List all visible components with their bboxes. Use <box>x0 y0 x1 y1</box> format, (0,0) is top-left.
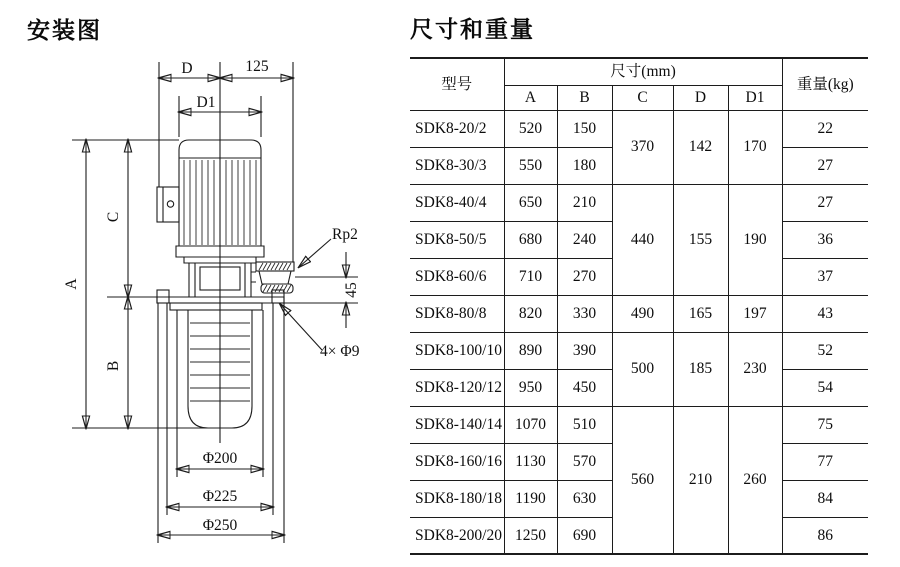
label-125: 125 <box>245 58 269 75</box>
table-cell: 27 <box>782 147 868 184</box>
table-cell: 270 <box>557 258 612 295</box>
table-cell: 77 <box>782 443 868 480</box>
header-model: 型号 <box>410 58 504 110</box>
table-cell: 1190 <box>504 480 557 517</box>
table-cell: 190 <box>728 184 782 295</box>
table-cell: 36 <box>782 221 868 258</box>
table-cell: SDK8-180/18 <box>410 480 504 517</box>
table-cell: SDK8-160/16 <box>410 443 504 480</box>
table-cell: 1130 <box>504 443 557 480</box>
table-cell: 52 <box>782 332 868 369</box>
table-cell: 650 <box>504 184 557 221</box>
table-cell: SDK8-140/14 <box>410 406 504 443</box>
table-cell: 180 <box>557 147 612 184</box>
table-body <box>410 110 868 554</box>
table-cell: 155 <box>673 184 728 295</box>
table-cell: SDK8-40/4 <box>410 184 504 221</box>
table-cell: 820 <box>504 295 557 332</box>
table-cell: 950 <box>504 369 557 406</box>
table-cell: 170 <box>728 110 782 184</box>
table-cell: 1250 <box>504 517 557 554</box>
label-c: C <box>105 211 122 223</box>
table-cell: 43 <box>782 295 868 332</box>
table-cell: SDK8-20/2 <box>410 110 504 147</box>
label-bolt-holes: 4× Φ9 <box>320 343 360 360</box>
table-cell: SDK8-50/5 <box>410 221 504 258</box>
table-cell: 197 <box>728 295 782 332</box>
header-col-d1: D1 <box>728 85 782 110</box>
table-header <box>410 58 868 110</box>
header-weight: 重量(kg) <box>782 58 868 110</box>
table-cell: 142 <box>673 110 728 184</box>
table-cell: 230 <box>728 332 782 406</box>
table-cell: SDK8-100/10 <box>410 332 504 369</box>
table-cell: 560 <box>612 406 673 554</box>
table-cell: 550 <box>504 147 557 184</box>
discharge-port <box>251 262 294 293</box>
leader-bolt-holes <box>280 304 322 350</box>
label-d1: D1 <box>196 94 216 111</box>
table-cell: 54 <box>782 369 868 406</box>
table-cell: 390 <box>557 332 612 369</box>
table-cell: 500 <box>612 332 673 406</box>
header-col-b: B <box>557 85 612 110</box>
table-cell: 490 <box>612 295 673 332</box>
table-cell: 22 <box>782 110 868 147</box>
table-cell: 450 <box>557 369 612 406</box>
header-col-a: A <box>504 85 557 110</box>
table-cell: 710 <box>504 258 557 295</box>
table-cell: 440 <box>612 184 673 295</box>
table-cell: 680 <box>504 221 557 258</box>
label-45: 45 <box>343 282 360 298</box>
table-cell: 210 <box>557 184 612 221</box>
label-phi250: Φ250 <box>202 517 238 534</box>
table-row <box>410 332 868 369</box>
table-cell: SDK8-120/12 <box>410 369 504 406</box>
table-row <box>410 406 868 443</box>
table-cell: SDK8-80/8 <box>410 295 504 332</box>
table-cell: SDK8-200/20 <box>410 517 504 554</box>
table-cell: 210 <box>673 406 728 554</box>
diagram-title: 安装图 <box>27 18 102 44</box>
table-cell: 570 <box>557 443 612 480</box>
header-col-c: C <box>612 85 673 110</box>
table-cell: 1070 <box>504 406 557 443</box>
table-cell: 27 <box>782 184 868 221</box>
table-cell: 240 <box>557 221 612 258</box>
header-dim-mm: 尺寸(mm) <box>504 58 782 85</box>
header-col-d: D <box>673 85 728 110</box>
table-cell: 86 <box>782 517 868 554</box>
port-threads <box>259 263 291 292</box>
table-title: 尺寸和重量 <box>410 17 535 43</box>
terminal-box-hole <box>167 201 173 207</box>
dimension-table <box>410 57 868 555</box>
table-row <box>410 110 868 147</box>
table-cell: 520 <box>504 110 557 147</box>
label-rp2: Rp2 <box>332 226 358 243</box>
dimension-labels <box>63 58 360 534</box>
label-a: A <box>63 278 80 290</box>
table-cell: SDK8-60/6 <box>410 258 504 295</box>
label-b: B <box>105 360 122 372</box>
label-phi225: Φ225 <box>202 488 238 505</box>
table-cell: 890 <box>504 332 557 369</box>
table-cell: 330 <box>557 295 612 332</box>
table-cell: 150 <box>557 110 612 147</box>
terminal-box <box>157 187 179 222</box>
table-cell: 185 <box>673 332 728 406</box>
table-row <box>410 295 868 332</box>
table-cell: 690 <box>557 517 612 554</box>
dimension-table-wrap <box>410 57 868 555</box>
table-cell: 510 <box>557 406 612 443</box>
table-cell: 75 <box>782 406 868 443</box>
table-cell: 37 <box>782 258 868 295</box>
leader-rp2 <box>299 239 331 267</box>
table-cell: 630 <box>557 480 612 517</box>
installation-diagram <box>0 0 410 567</box>
label-d: D <box>181 60 193 77</box>
label-phi200: Φ200 <box>202 450 238 467</box>
table-cell: 260 <box>728 406 782 554</box>
table-cell: 370 <box>612 110 673 184</box>
table-cell: 165 <box>673 295 728 332</box>
table-cell: SDK8-30/3 <box>410 147 504 184</box>
table-row <box>410 184 868 221</box>
table-cell: 84 <box>782 480 868 517</box>
